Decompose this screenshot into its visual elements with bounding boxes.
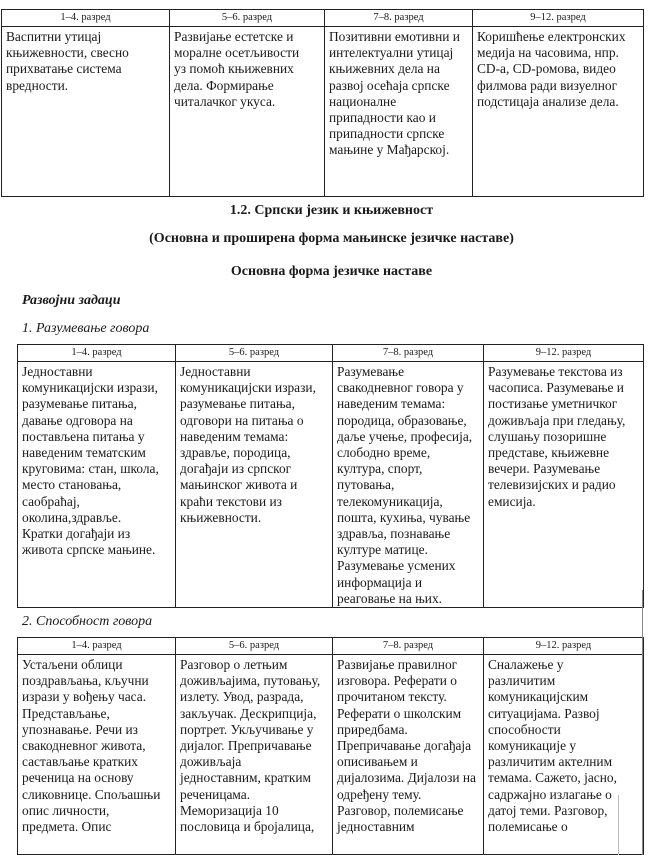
table-cell: Коришћење електронских медија на часовима, нпр. CD-а, CD-ромова, видео филмова ради визуелног подстицаја анализе дела. xyxy=(473,27,644,197)
scan-margin-line xyxy=(618,795,619,855)
table-cell: Васпитни утицај књижевности, свесно прихватање система вредности. xyxy=(2,27,170,197)
table-header-row xyxy=(2,10,644,27)
section-title: 1.2. Српски језик и књижевност xyxy=(229,203,434,218)
header-grade-7-8: 7–8. разред xyxy=(333,638,484,655)
table-cell: Једноставни комуникацијски изрази, разумевање питања, одговори на питања о наведеним темама: здравље, породица, догађаји из српског мањинског живота и краћи текстови из књижевности. xyxy=(176,362,333,608)
table-listening xyxy=(17,344,644,608)
scan-margin-line xyxy=(642,590,643,855)
header-grade-9-12: 9–12. разред xyxy=(484,345,644,362)
header-grade-5-6: 5–6. разред xyxy=(176,638,333,655)
header-grade-5-6: 5–6. разред xyxy=(176,345,333,362)
header-grade-9-12: 9–12. разред xyxy=(473,10,644,27)
subhead-development-tasks: Развојни задаци xyxy=(22,293,121,308)
header-grade-1-4: 1–4. разред xyxy=(18,638,176,655)
table-row xyxy=(18,655,644,855)
header-grade-7-8: 7–8. разред xyxy=(333,345,484,362)
subhead-listening: 1. Разумевање говора xyxy=(22,321,150,336)
table-speaking xyxy=(17,637,644,855)
section-subtitle: (Основна и проширена форма мањинске језичке наставе) xyxy=(149,231,514,246)
table-row xyxy=(18,362,644,608)
table-literature-goals xyxy=(1,9,644,197)
table-cell: Развијање естетске и моралне осетљивости уз помоћ књижевних дела. Формирање читалачког укуса. xyxy=(170,27,325,197)
table-cell: Сналажење у различитим комуникацијским ситуацијама. Развој способности комуникације у различитим актелним темама. Сажето, јасно, садржајно излагање о датој теми. Разговор, полемисање о xyxy=(484,655,644,855)
header-grade-1-4: 1–4. разред xyxy=(2,10,170,27)
header-grade-7-8: 7–8. разред xyxy=(325,10,473,27)
table-header-row xyxy=(18,345,644,362)
subhead-speaking: 2. Способност говора xyxy=(22,614,153,629)
table-cell: Устаљени облици поздрављања, кључни изрази у вођењу часа. Представљање, упознавање. Речи из свакодневног живота, састављање кратких реченица на основу сликовнице. Спољашњи опис личности, предмета. Опис xyxy=(18,655,176,855)
header-grade-1-4: 1–4. разред xyxy=(18,345,176,362)
header-grade-9-12: 9–12. разред xyxy=(484,638,644,655)
table-cell: Разумевање свакодневног говора у наведеним темама: породица, образовање, даље учење, професија, слободно време, култура, спорт, путовања, телекомуникација, пошта, кухиња, чување здравља, познавање културе матице. Разумевање усмених информација и реаговање на њих. xyxy=(333,362,484,608)
table-cell: Разумевање текстова из часописа. Разумевање и постизање уметничког доживљаја при гледању, слушању позоришне представе, књижевне вечери. Разумевање телевизијских и радио емисија. xyxy=(484,362,644,608)
header-grade-5-6: 5–6. разред xyxy=(170,10,325,27)
table-cell: Позитивни емотивни и интелектуални утицај књижевних дела на развој осећаја српске националне припадности као и припадности српске мањине у Мађарској. xyxy=(325,27,473,197)
form-title: Основна форма језичке наставе xyxy=(230,264,433,279)
table-cell: Разговор о летњим доживљајима, путовању, излету. Увод, разрада, закључак. Дескрипција, портрет. Укључивање у дијалог. Препричавање доживљаја једноставним, кратким реченицама. Меморизација 10 пословица и бројалица, xyxy=(176,655,333,855)
table-header-row xyxy=(18,638,644,655)
table-cell: Једноставни комуникацијски изрази, разумевање питања, давање одговора на постављена питања у наведеним тематским круговима: стан, школа, место становања, саобраћај, околина,здравље. Кратки догађаји из живота српске мањине. xyxy=(18,362,176,608)
table-cell: Развијање правилног изговора. Реферати о прочитаном тексту. Реферати о школским приредбама. Препричавање догађаја описивањем и дијалозима. Дијалози на одређену тему. Разговор, полемисање једноставним xyxy=(333,655,484,855)
table-row xyxy=(2,27,644,197)
